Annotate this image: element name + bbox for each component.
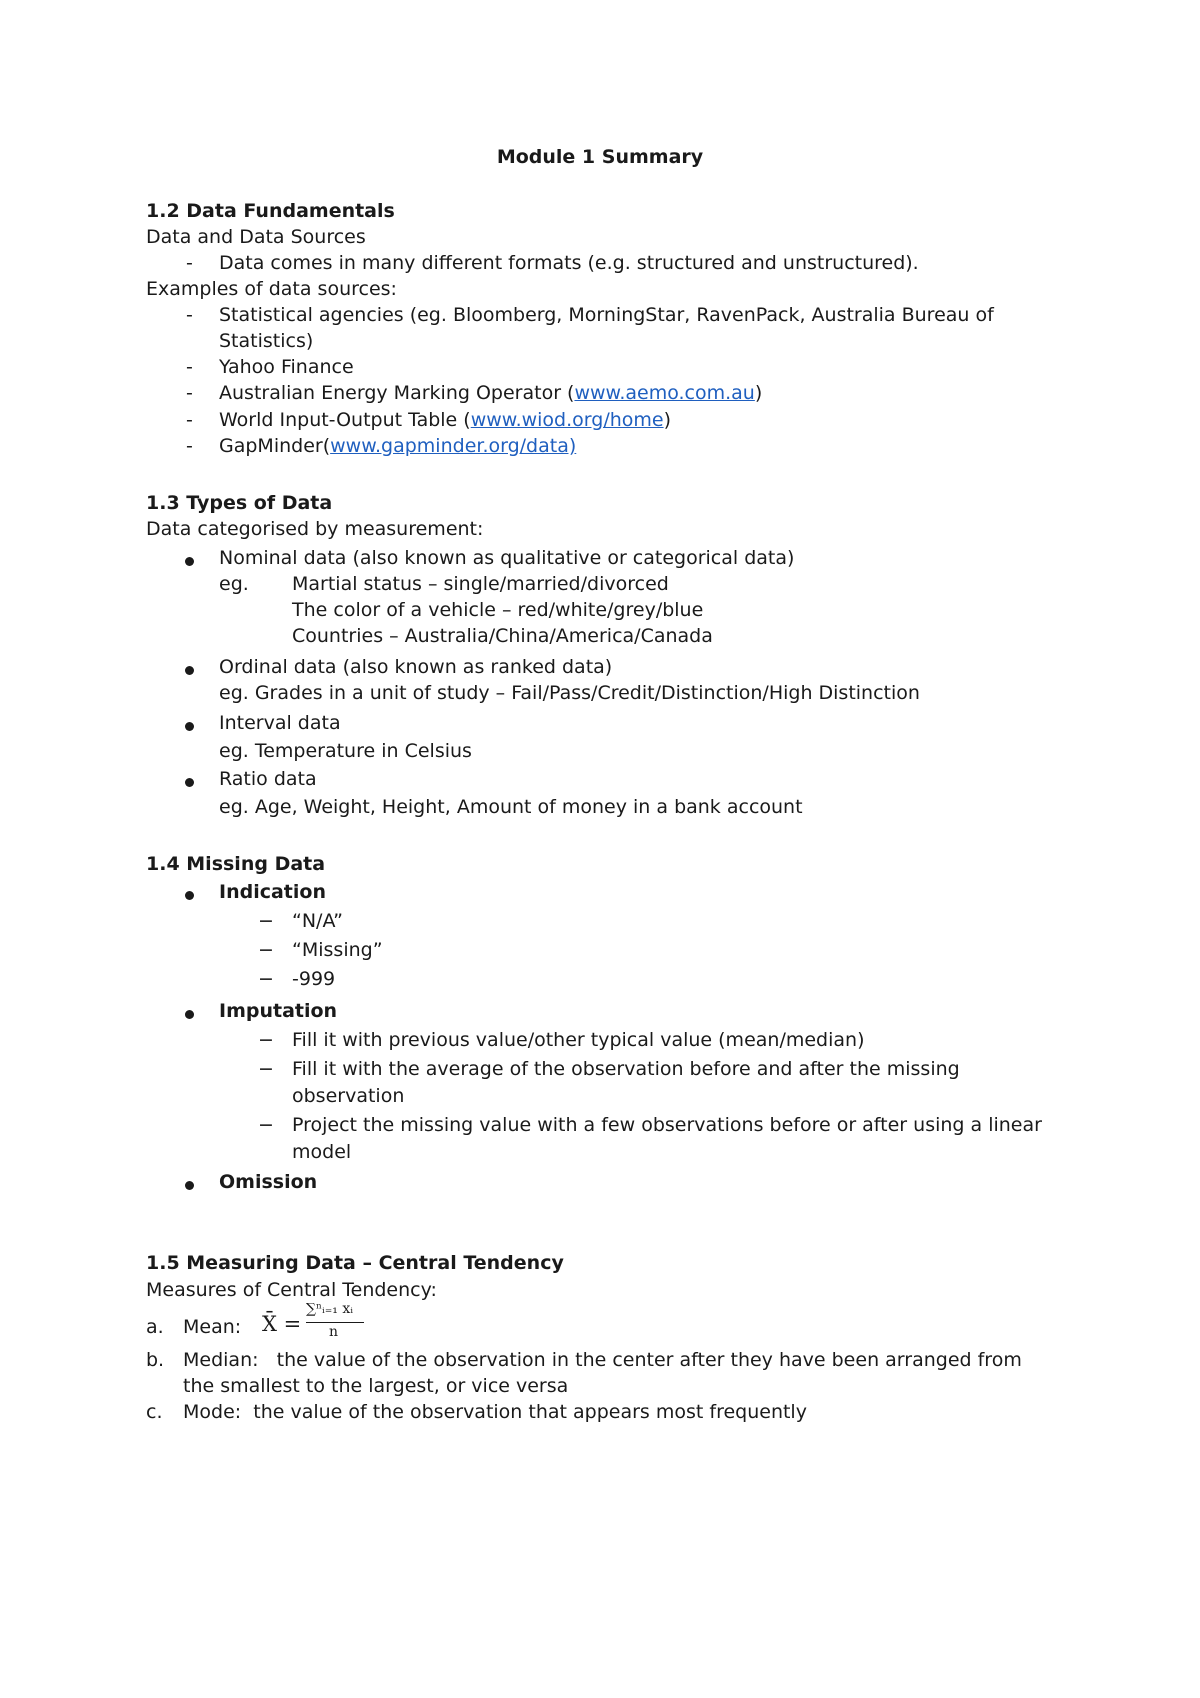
dash-marker: - xyxy=(186,409,193,431)
fraction-bar xyxy=(306,1322,364,1323)
dash-marker: - xyxy=(186,252,193,274)
mean-formula-numerator: ∑ⁿᵢ₌₁ xᵢ xyxy=(306,1301,354,1317)
bullet-item-imputation: Imputation xyxy=(219,1000,338,1022)
section-heading-1-3: 1.3 Types of Data xyxy=(146,492,333,514)
types-intro: Data categorised by measurement: xyxy=(146,518,484,540)
section-heading-1-5: 1.5 Measuring Data – Central Tendency xyxy=(146,1252,564,1274)
indication-value: “N/A” xyxy=(292,910,343,932)
section-heading-1-2: 1.2 Data Fundamentals xyxy=(146,200,395,222)
interval-example: eg. Temperature in Celsius xyxy=(219,740,472,762)
indication-value: “Missing” xyxy=(292,939,383,961)
list-item-text xyxy=(219,380,762,406)
ordinal-example: eg. Grades in a unit of study – Fail/Pass/Credit/Distinction/High Distinction xyxy=(219,682,920,704)
wiod-link[interactable]: www.wiod.org/home xyxy=(470,409,664,431)
list-item-text: Yahoo Finance xyxy=(219,356,354,378)
bullet-item-omission: Omission xyxy=(219,1171,318,1193)
sub-dash-marker: − xyxy=(258,968,274,990)
imputation-method: Fill it with the average of the observation before and after the missing xyxy=(292,1058,960,1080)
imputation-method: Project the missing value with a few observations before or after using a linear xyxy=(292,1114,1042,1136)
aemo-link[interactable]: www.aemo.com.au xyxy=(574,382,755,404)
link-prefix: World Input-Output Table ( xyxy=(219,409,471,431)
mode-definition: Mode: the value of the observation that appears most frequently xyxy=(183,1401,807,1423)
list-item-text xyxy=(219,407,671,433)
indication-value: -999 xyxy=(292,968,336,990)
list-item-text: Statistical agencies (eg. Bloomberg, MorningStar, RavenPack, Australia Bureau of xyxy=(219,304,994,326)
central-tendency-intro: Measures of Central Tendency: xyxy=(146,1279,437,1301)
bullet-icon xyxy=(185,557,194,566)
sub-dash-marker: − xyxy=(258,1029,274,1051)
imputation-method: Fill it with previous value/other typical value (mean/median) xyxy=(292,1029,865,1051)
median-definition-continuation: the smallest to the largest, or vice versa xyxy=(183,1375,569,1397)
sub-dash-marker: − xyxy=(258,910,274,932)
bullet-item-ratio: Ratio data xyxy=(219,768,317,790)
bullet-icon xyxy=(185,891,194,900)
bullet-icon xyxy=(185,1181,194,1190)
median-definition: Median: the value of the observation in the center after they have been arranged from xyxy=(183,1349,1022,1371)
link-suffix: ) xyxy=(663,409,672,431)
mean-formula-lhs: X̄ = xyxy=(262,1312,302,1336)
list-marker: a. xyxy=(146,1316,164,1338)
list-item-text: Data comes in many different formats (e.g. structured and unstructured). xyxy=(219,252,919,274)
dash-marker: - xyxy=(186,382,193,404)
dash-marker: - xyxy=(186,435,193,457)
bullet-item-nominal: Nominal data (also known as qualitative or categorical data) xyxy=(219,547,795,569)
list-item-text xyxy=(219,433,576,459)
bullet-item-indication: Indication xyxy=(219,881,326,903)
bullet-item-ordinal: Ordinal data (also known as ranked data) xyxy=(219,656,613,678)
section-heading-1-4: 1.4 Missing Data xyxy=(146,853,326,875)
page-title: Module 1 Summary xyxy=(496,146,704,168)
list-marker: c. xyxy=(146,1401,163,1423)
mean-formula-denominator: n xyxy=(329,1324,339,1340)
bullet-item-interval: Interval data xyxy=(219,712,341,734)
sub-dash-marker: − xyxy=(258,1114,274,1136)
link-prefix: GapMinder( xyxy=(219,435,331,457)
subheading-data-sources: Data and Data Sources xyxy=(146,226,366,248)
list-item-continuation: Statistics) xyxy=(219,330,314,352)
sub-dash-marker: − xyxy=(258,939,274,961)
link-prefix: Australian Energy Marking Operator ( xyxy=(219,382,575,404)
imputation-method-continuation: model xyxy=(292,1141,352,1163)
imputation-method-continuation: observation xyxy=(292,1085,405,1107)
bullet-icon xyxy=(185,666,194,675)
sub-dash-marker: − xyxy=(258,1058,274,1080)
nominal-example: The color of a vehicle – red/white/grey/blue xyxy=(292,599,704,621)
mean-label: Mean: xyxy=(183,1316,242,1338)
bullet-icon xyxy=(185,722,194,731)
bullet-icon xyxy=(185,1010,194,1019)
link-suffix: ) xyxy=(754,382,763,404)
nominal-eg-label: eg. xyxy=(219,573,249,595)
dash-marker: - xyxy=(186,356,193,378)
examples-label: Examples of data sources: xyxy=(146,278,397,300)
ratio-example: eg. Age, Weight, Height, Amount of money in a bank account xyxy=(219,796,803,818)
nominal-example: Martial status – single/married/divorced xyxy=(292,573,669,595)
nominal-example: Countries – Australia/China/America/Canada xyxy=(292,625,713,647)
bullet-icon xyxy=(185,778,194,787)
gapminder-link[interactable]: www.gapminder.org/data) xyxy=(330,435,577,457)
list-marker: b. xyxy=(146,1349,165,1371)
dash-marker: - xyxy=(186,304,193,326)
